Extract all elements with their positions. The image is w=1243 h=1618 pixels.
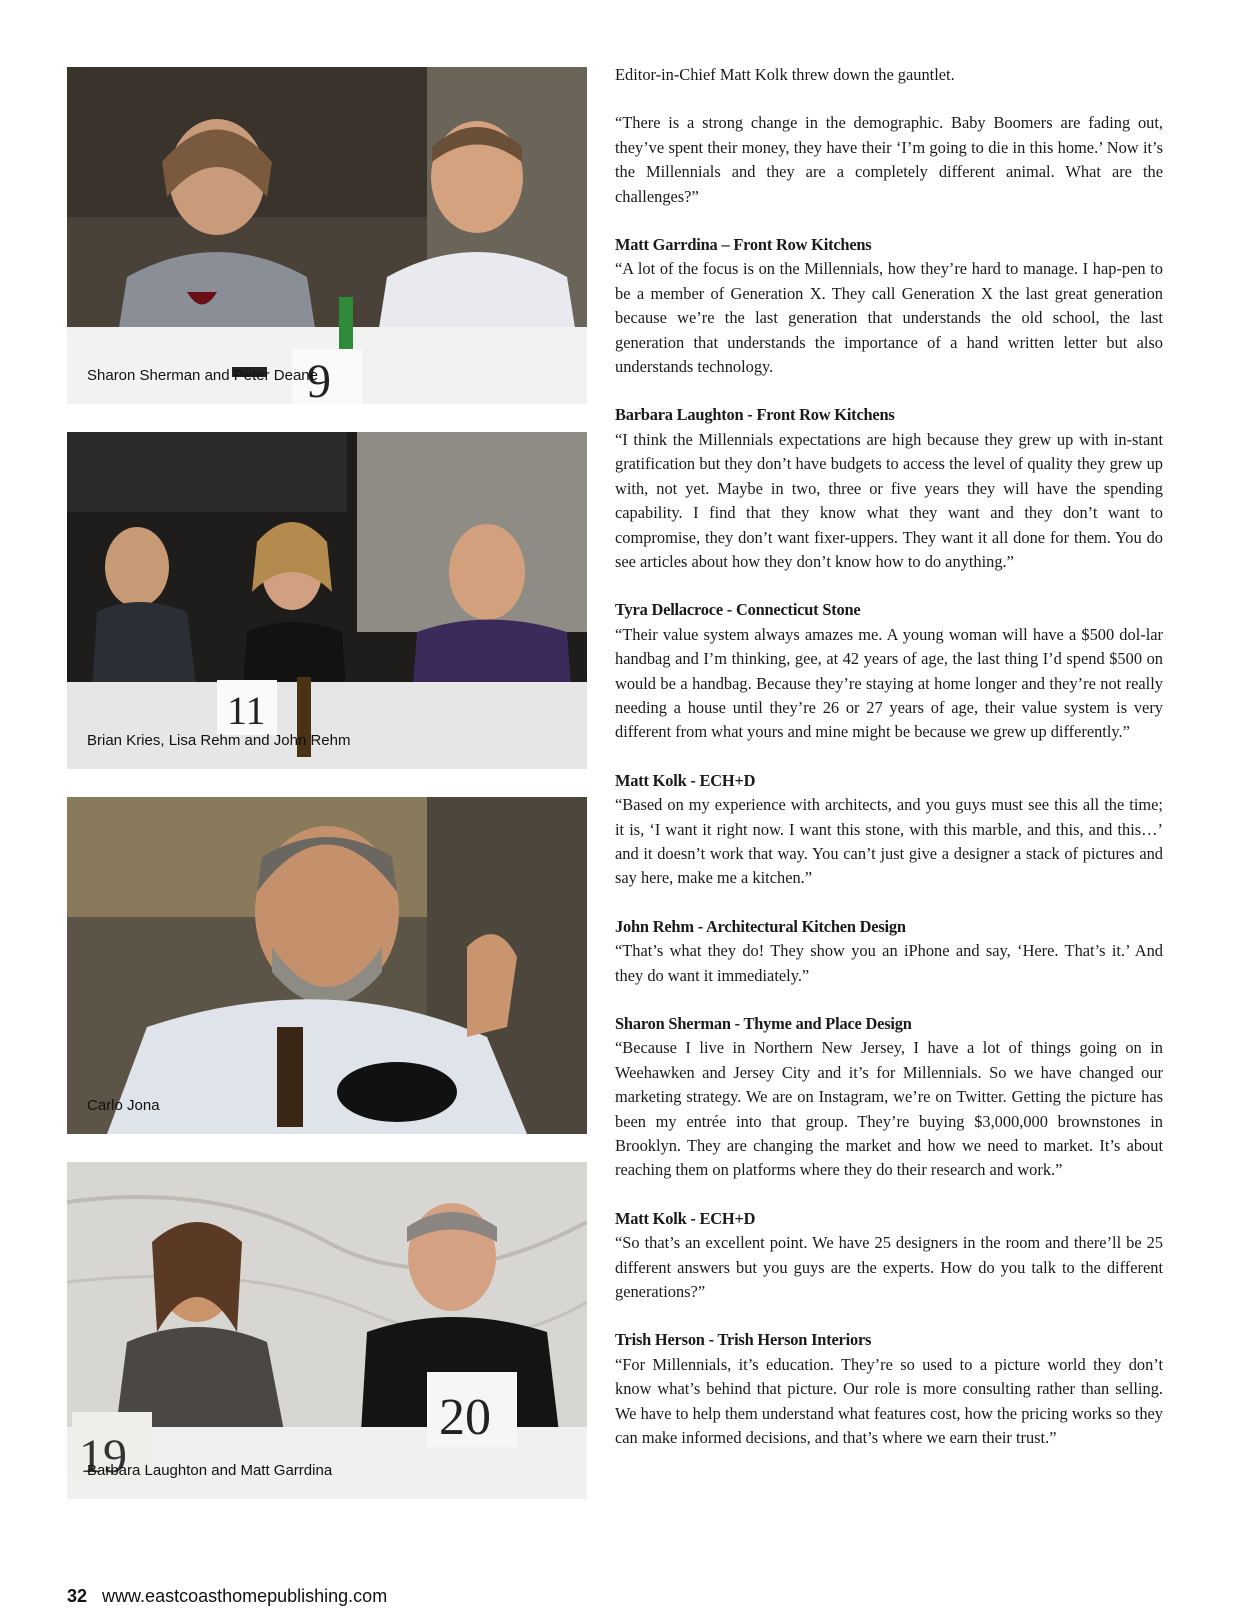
svg-text:19: 19	[79, 1430, 127, 1483]
quote-block	[615, 1328, 1163, 1450]
photo-caption: Sharon Sherman and Peter Deane	[87, 367, 318, 384]
svg-text:11: 11	[227, 688, 266, 733]
page-footer	[67, 1586, 387, 1607]
photo-caption: Barbara Laughton and Matt Garrdina	[87, 1462, 333, 1479]
quote-block	[615, 915, 1163, 988]
quote-text: “I think the Millennials expectations are high because they grew up with in-stant gratification but they don’t have budgets to access the level of quality they grew up with, not yet. Maybe in two, three or five years they will have the spending capability. I find that they know what they want and they don’t want to compromise, they don’t want fixer-uppers. They want it all done for them. You do see articles about how they don’t know how to do anything.”	[615, 429, 1163, 571]
photo-image	[67, 432, 587, 769]
photo-caption: Carlo Jona	[87, 1097, 160, 1114]
quote-block	[615, 233, 1163, 379]
speaker-name: Barbara Laughton - Front Row Kitchens	[615, 405, 895, 425]
quote-text: “Based on my experience with architects, and you guys must see this all the time; it is, ‘I want it right now. I want this stone, with this marble, and this, and this…’ and it doesn’t work that way. You can’t just give a designer a stack of pictures and say here, make me a kitchen.”	[615, 795, 1163, 888]
speaker-name: John Rehm - Architectural Kitchen Design	[615, 916, 906, 936]
photo-brian-lisa-john	[67, 432, 587, 769]
article-body	[615, 63, 1163, 1475]
quote-text: “For Millennials, it’s education. They’re so used to a picture world they don’t know what’s behind that picture. Our role is more consulting rather than selling. We have to help them understand what features cost, how the pricing works so they can make informed decisions, and that’s where we earn their trust.”	[615, 1354, 1163, 1448]
photo-image	[67, 67, 587, 404]
quote-block	[615, 1207, 1163, 1305]
article-intro: Editor-in-Chief Matt Kolk threw down the gauntlet.	[615, 65, 955, 84]
quote-block	[615, 403, 1163, 574]
svg-text:9: 9	[307, 355, 331, 404]
quote-block	[615, 598, 1163, 744]
speaker-name: Matt Kolk - ECH+D	[615, 770, 756, 790]
quote-text: “Their value system always amazes me. A young woman will have a $500 dol-lar handbag and I’m thinking, gee, at 42 years of age, the last thing I’d spend $500 on would be a handbag. Because they’re staying at home longer and they’re not really needing a house until they’re 26 or 27 years of age, their value system is very different from what yours and mine might be because we grew up differently.”	[615, 624, 1163, 742]
quote-block	[615, 769, 1163, 891]
quote-block	[615, 1012, 1163, 1183]
speaker-name: Tyra Dellacroce - Connecticut Stone	[615, 600, 861, 620]
speaker-name: Sharon Sherman - Thyme and Place Design	[615, 1014, 912, 1033]
publisher-url[interactable]: www.eastcoasthomepublishing.com	[102, 1586, 388, 1606]
speaker-name: Trish Herson - Trish Herson Interiors	[615, 1330, 872, 1350]
article-opening-quote: “There is a strong change in the demographic. Baby Boomers are fading out, they’ve spent their money, they have their ‘I’m going to die in this home.’ Now it’s the Millennials and they are a completely different animal. What are the challenges?”	[615, 113, 1163, 206]
quote-text: “Because I live in Northern New Jersey, I have a lot of things going on in Weehawken and Jersey City and it’s for Millennials. So we have changed our marketing strategy. We are on Instagram, we’re on Twitter. Getting the picture has been my entrée into that group. They’re buying $3,000,000 brownstones in Brooklyn. They are changing the market and how we need to market. It’s about reaching them on platforms where they do their research and work.”	[615, 1038, 1163, 1180]
photo-image	[67, 797, 587, 1134]
quote-text: “So that’s an excellent point. We have 25 designers in the room and there’ll be 25 different answers but you guys are the experts. How do you talk to the different generations?”	[615, 1233, 1163, 1302]
speaker-name: Matt Garrdina – Front Row Kitchens	[615, 235, 872, 255]
page-number: 32	[67, 1586, 88, 1606]
quote-text: “That’s what they do! They show you an iPhone and say, ‘Here. That’s it.’ And they do want it immediately.”	[615, 941, 1163, 985]
svg-text:20: 20	[439, 1389, 491, 1446]
photo-caption: Brian Kries, Lisa Rehm and John Rehm	[87, 732, 351, 749]
photo-image	[67, 1162, 587, 1499]
photo-sharon-peter	[67, 67, 587, 404]
speaker-name: Matt Kolk - ECH+D	[615, 1208, 756, 1228]
photo-carlo	[67, 797, 587, 1134]
photo-barbara-matt	[67, 1162, 587, 1499]
quote-text: “A lot of the focus is on the Millennials, how they’re hard to manage. I hap-pen to be a member of Generation X. They call Generation X the last great generation because we’re the last generation that understands the old school, the last generation that understands the importance of a hand written letter but also understands technology.	[615, 259, 1163, 377]
